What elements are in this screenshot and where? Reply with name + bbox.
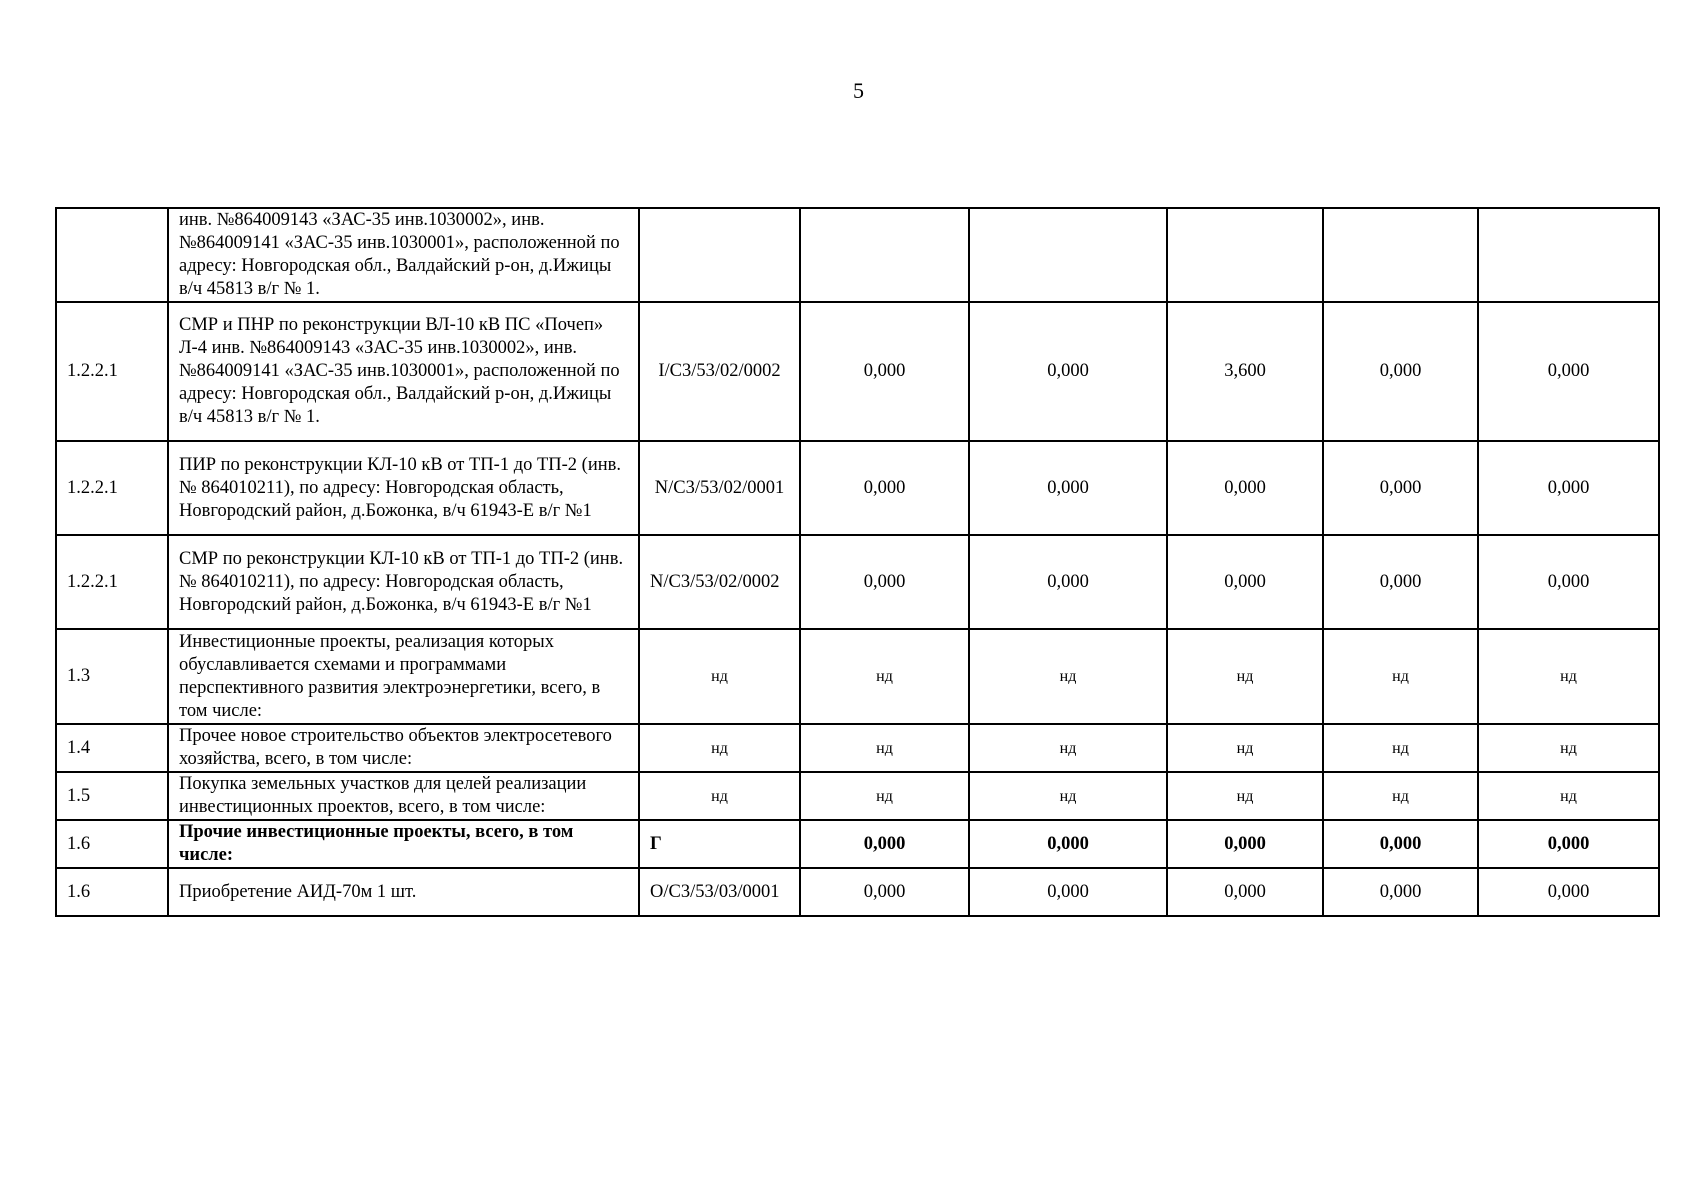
row-value-4 xyxy=(1323,208,1478,302)
row-value-5: 0,000 xyxy=(1478,820,1659,868)
row-value-5: 0,000 xyxy=(1478,535,1659,629)
row-value-2: 0,000 xyxy=(969,868,1167,916)
row-value-5 xyxy=(1478,208,1659,302)
row-value-4: нд xyxy=(1323,629,1478,724)
row-code: Г xyxy=(639,820,800,868)
row-value-3: 0,000 xyxy=(1167,868,1323,916)
row-value-4: 0,000 xyxy=(1323,820,1478,868)
row-value-2: 0,000 xyxy=(969,820,1167,868)
row-value-1: нд xyxy=(800,772,969,820)
row-code: I/С3/53/02/0002 xyxy=(639,302,800,441)
table-row xyxy=(56,302,1659,441)
investment-table xyxy=(55,207,1660,917)
row-number: 1.6 xyxy=(56,820,168,868)
table-row xyxy=(56,535,1659,629)
row-description: СМР и ПНР по реконструкции ВЛ-10 кВ ПС «Почеп» Л-4 инв. №864009143 «ЗАС-35 инв.1030002», инв. №864009141 «ЗАС-35 инв.1030001», расположенной по адресу: Новгородская обл., Валдайский р-он, д.Ижицы в/ч 45813 в/г № 1. xyxy=(168,302,639,441)
row-value-2: нд xyxy=(969,724,1167,772)
row-value-3: 3,600 xyxy=(1167,302,1323,441)
row-description: Прочее новое строительство объектов электросетевого хозяйства, всего, в том числе: xyxy=(168,724,639,772)
row-value-4: 0,000 xyxy=(1323,302,1478,441)
table-row xyxy=(56,441,1659,535)
row-code: N/С3/53/02/0002 xyxy=(639,535,800,629)
row-number: 1.2.2.1 xyxy=(56,302,168,441)
table-row xyxy=(56,629,1659,724)
row-value-1: нд xyxy=(800,629,969,724)
row-value-5: 0,000 xyxy=(1478,441,1659,535)
row-number: 1.6 xyxy=(56,868,168,916)
row-code xyxy=(639,208,800,302)
row-value-3: 0,000 xyxy=(1167,535,1323,629)
row-value-1: 0,000 xyxy=(800,302,969,441)
row-value-1: 0,000 xyxy=(800,441,969,535)
row-value-3: 0,000 xyxy=(1167,441,1323,535)
row-value-3 xyxy=(1167,208,1323,302)
row-value-5: 0,000 xyxy=(1478,302,1659,441)
row-value-3: нд xyxy=(1167,629,1323,724)
row-value-5: нд xyxy=(1478,772,1659,820)
row-number: 1.2.2.1 xyxy=(56,441,168,535)
row-value-2 xyxy=(969,208,1167,302)
row-description: инв. №864009143 «ЗАС-35 инв.1030002», инв. №864009141 «ЗАС-35 инв.1030001», расположенной по адресу: Новгородская обл., Валдайский р-он, д.Ижицы в/ч 45813 в/г № 1. xyxy=(168,208,639,302)
row-value-3: нд xyxy=(1167,724,1323,772)
row-number: 1.5 xyxy=(56,772,168,820)
row-code: нд xyxy=(639,772,800,820)
row-description: Прочие инвестиционные проекты, всего, в том числе: xyxy=(168,820,639,868)
row-code: нд xyxy=(639,724,800,772)
row-number: 1.4 xyxy=(56,724,168,772)
table-row xyxy=(56,724,1659,772)
row-description: Приобретение АИД-70м 1 шт. xyxy=(168,868,639,916)
row-number: 1.2.2.1 xyxy=(56,535,168,629)
row-code: нд xyxy=(639,629,800,724)
row-code: О/С3/53/03/0001 xyxy=(639,868,800,916)
page-number: 5 xyxy=(853,78,864,103)
row-description: ПИР по реконструкции КЛ-10 кВ от ТП-1 до ТП-2 (инв. № 864010211), по адресу: Новгородская область, Новгородский район, д.Божонка, в/ч 61943-Е в/г №1 xyxy=(168,441,639,535)
table-row xyxy=(56,820,1659,868)
row-value-2: нд xyxy=(969,772,1167,820)
row-value-1: нд xyxy=(800,724,969,772)
row-value-1 xyxy=(800,208,969,302)
row-value-4: 0,000 xyxy=(1323,535,1478,629)
row-value-1: 0,000 xyxy=(800,535,969,629)
row-value-1: 0,000 xyxy=(800,868,969,916)
row-code: N/С3/53/02/0001 xyxy=(639,441,800,535)
row-value-2: 0,000 xyxy=(969,302,1167,441)
row-value-2: нд xyxy=(969,629,1167,724)
row-value-4: 0,000 xyxy=(1323,868,1478,916)
table-row xyxy=(56,772,1659,820)
row-number: 1.3 xyxy=(56,629,168,724)
row-value-2: 0,000 xyxy=(969,441,1167,535)
row-value-1: 0,000 xyxy=(800,820,969,868)
row-description: Покупка земельных участков для целей реализации инвестиционных проектов, всего, в том числе: xyxy=(168,772,639,820)
row-value-4: 0,000 xyxy=(1323,441,1478,535)
row-number xyxy=(56,208,168,302)
table-row xyxy=(56,868,1659,916)
row-value-4: нд xyxy=(1323,724,1478,772)
row-value-5: нд xyxy=(1478,629,1659,724)
row-value-2: 0,000 xyxy=(969,535,1167,629)
row-description: СМР по реконструкции КЛ-10 кВ от ТП-1 до ТП-2 (инв. № 864010211), по адресу: Новгородская область, Новгородский район, д.Божонка, в/ч 61943-Е в/г №1 xyxy=(168,535,639,629)
row-description: Инвестиционные проекты, реализация которых обуславливается схемами и программами перспективного развития электроэнергетики, всего, в том числе: xyxy=(168,629,639,724)
table-row xyxy=(56,208,1659,302)
row-value-4: нд xyxy=(1323,772,1478,820)
row-value-5: нд xyxy=(1478,724,1659,772)
row-value-3: 0,000 xyxy=(1167,820,1323,868)
row-value-5: 0,000 xyxy=(1478,868,1659,916)
row-value-3: нд xyxy=(1167,772,1323,820)
